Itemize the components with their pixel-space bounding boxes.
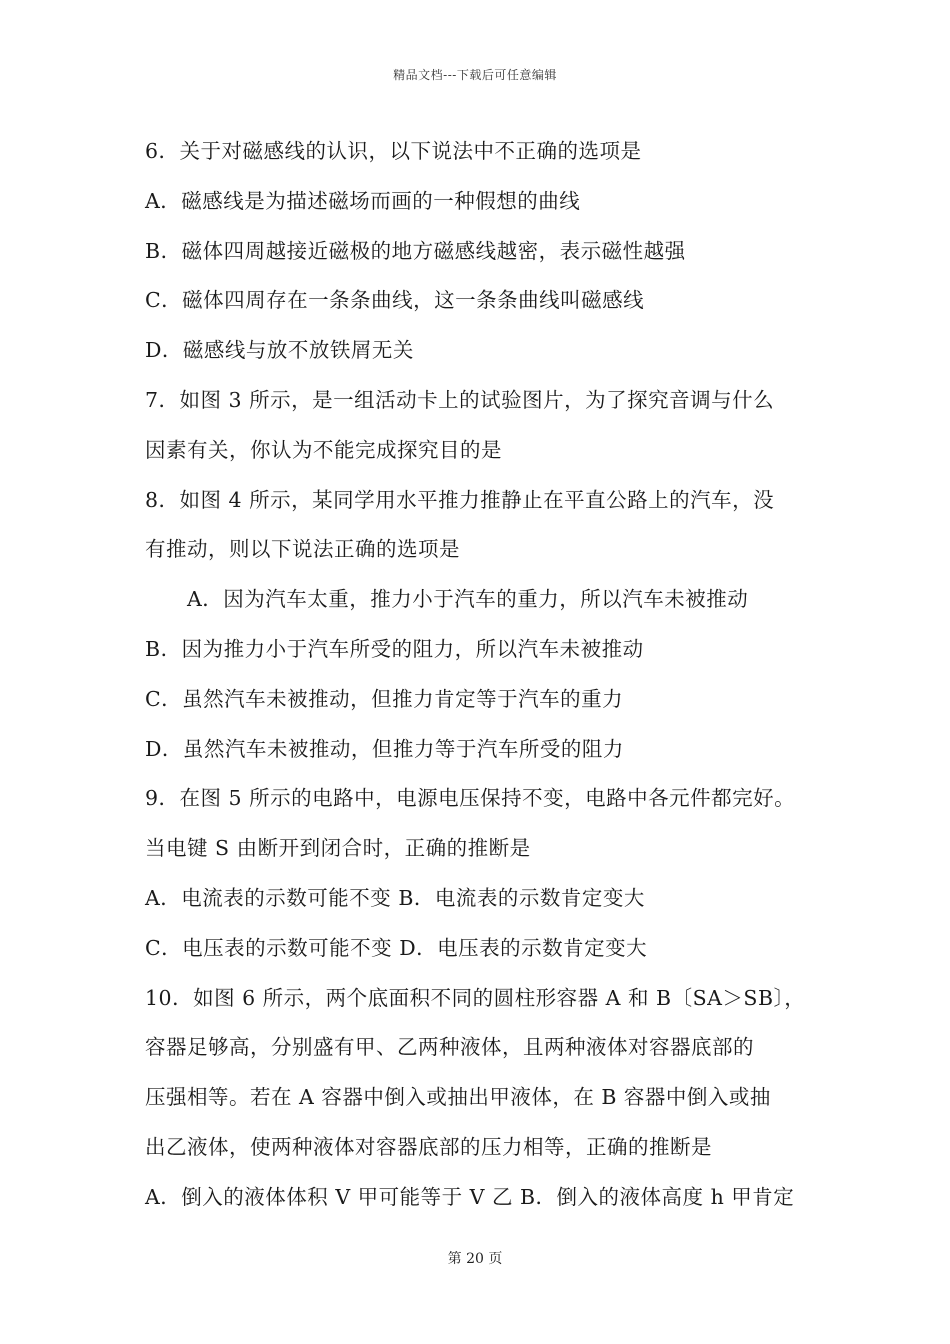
text-line: B．磁体四周越接近磁极的地方磁感线越密，表示磁性越强: [145, 238, 686, 263]
text-line: B．因为推力小于汽车所受的阻力，所以汽车未被推动: [145, 636, 644, 661]
page-number: 第 20 页: [447, 1251, 503, 1267]
text-line: 压强相等。若在 A 容器中倒入或抽出甲液体，在 B 容器中倒入或抽: [145, 1085, 771, 1110]
text-line: A．倒入的液体体积 V 甲可能等于 V 乙 B．倒入的液体高度 h 甲肯定: [145, 1184, 795, 1209]
text-line: 8．如图 4 所示，某同学用水平推力推静止在平直公路上的汽车，没: [145, 487, 775, 512]
text-line: 因素有关，你认为不能完成探究目的是: [145, 437, 502, 462]
text-line: A．因为汽车太重，推力小于汽车的重力，所以汽车未被推动: [187, 587, 749, 612]
text-line: C．磁体四周存在一条条曲线，这一条条曲线叫磁感线: [145, 288, 645, 313]
page-header: 精品文档---下载后可任意编辑: [393, 68, 557, 82]
text-line: 容器足够高，分别盛有甲、乙两种液体，且两种液体对容器底部的: [145, 1035, 754, 1060]
text-line: 出乙液体，使两种液体对容器底部的压力相等，正确的推断是: [145, 1134, 712, 1159]
text-line: C．虽然汽车未被推动，但推力肯定等于汽车的重力: [145, 686, 624, 711]
text-line: 有推动，则以下说法正确的选项是: [145, 537, 460, 562]
text-line: 10．如图 6 所示，两个底面积不同的圆柱形容器 A 和 B〔SA＞SB〕，: [145, 985, 806, 1010]
text-line: A．磁感线是为描述磁场而画的一种假想的曲线: [145, 188, 581, 213]
text-line: A．电流表的示数可能不变 B．电流表的示数肯定变大: [145, 885, 645, 910]
text-line: 7．如图 3 所示，是一组活动卡上的试验图片，为了探究音调与什么: [145, 387, 775, 412]
text-line: D．磁感线与放不放铁屑无关: [145, 338, 414, 363]
text-line: 6．关于对磁感线的认识，以下说法中不正确的选项是: [145, 139, 642, 163]
text-line: D．虽然汽车未被推动，但推力等于汽车所受的阻力: [145, 736, 624, 761]
text-line: 9．在图 5 所示的电路中，电源电压保持不变，电路中各元件都完好。: [145, 786, 796, 811]
text-line: C．电压表的示数可能不变 D．电压表的示数肯定变大: [145, 935, 648, 960]
document-body: [145, 131, 825, 1227]
text-line: 当电键 S 由断开到闭合时，正确的推断是: [145, 836, 531, 861]
